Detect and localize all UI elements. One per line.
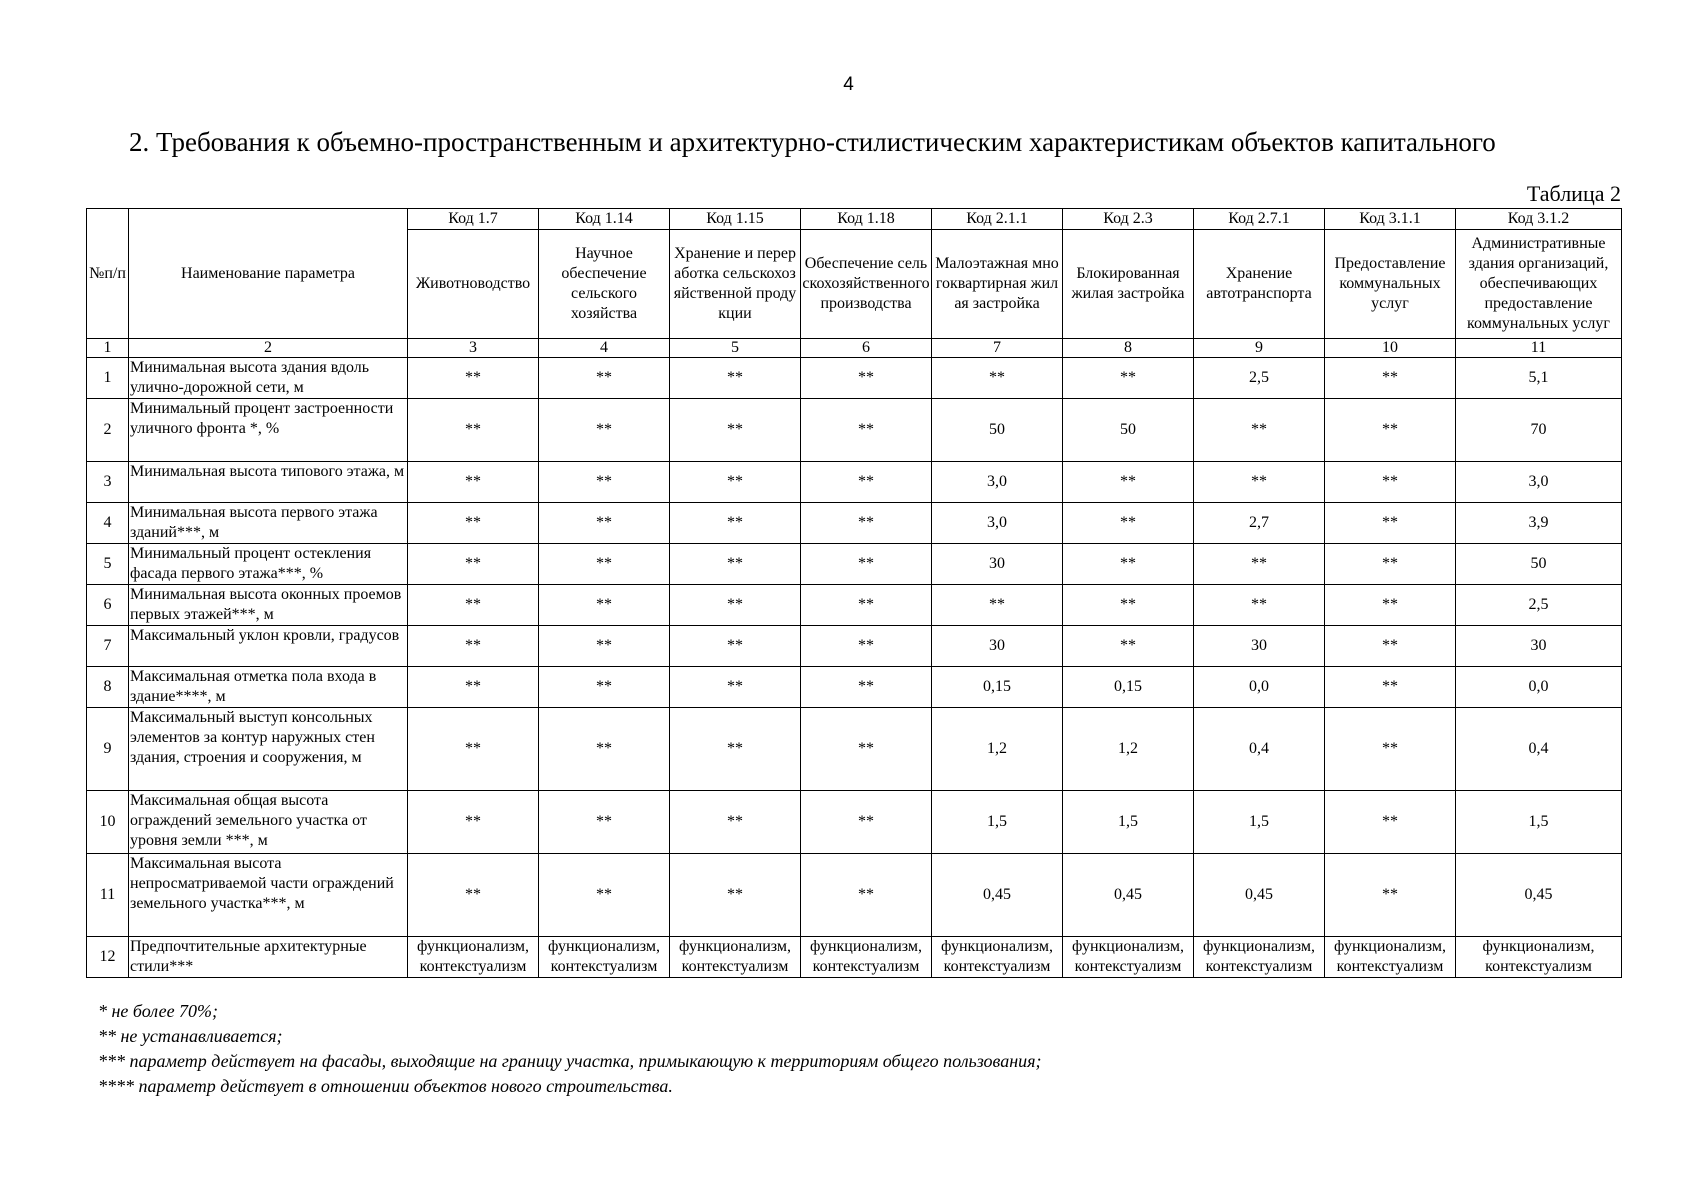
header-column-title: Обеспечение сельскохозяйственного производства (801, 230, 932, 339)
value-cell: ** (1194, 585, 1325, 626)
value-cell: ** (801, 667, 932, 708)
page-number: 4 (843, 74, 854, 95)
value-cell: ** (539, 667, 670, 708)
column-number: 2 (129, 339, 408, 358)
value-cell: ** (670, 399, 801, 462)
value-cell: ** (932, 585, 1063, 626)
value-cell: ** (670, 358, 801, 399)
value-cell: ** (670, 544, 801, 585)
value-cell: ** (801, 358, 932, 399)
value-cell: ** (1194, 462, 1325, 503)
parameter-name: Максимальная отметка пола входа в здание****, м (129, 667, 408, 708)
value-cell: ** (670, 462, 801, 503)
value-cell: ** (539, 358, 670, 399)
value-cell: 30 (1456, 626, 1622, 667)
value-cell: ** (408, 503, 539, 544)
value-cell: ** (1325, 667, 1456, 708)
value-cell: ** (1325, 462, 1456, 503)
value-cell: 30 (932, 544, 1063, 585)
header-column-title: Хранение автотранспорта (1194, 230, 1325, 339)
value-cell: 0,45 (1456, 854, 1622, 937)
header-column-title: Хранение и переработка сельскохозяйственной продукции (670, 230, 801, 339)
value-cell: 0,4 (1456, 708, 1622, 791)
column-number: 5 (670, 339, 801, 358)
value-cell: ** (801, 462, 932, 503)
column-number: 11 (1456, 339, 1622, 358)
column-number: 6 (801, 339, 932, 358)
table-row (87, 667, 1622, 708)
footnote: * не более 70%; (98, 1001, 219, 1021)
row-number: 6 (87, 585, 129, 626)
table-row (87, 462, 1622, 503)
value-cell: ** (1325, 358, 1456, 399)
header-column-title: Административные здания организаций, обеспечивающих предоставление коммунальных услуг (1456, 230, 1622, 339)
value-cell: функционализм, контекстуализм (801, 937, 932, 978)
table-row (87, 937, 1622, 978)
table-row (87, 503, 1622, 544)
header-column-title: Блокированная жилая застройка (1063, 230, 1194, 339)
value-cell: ** (670, 585, 801, 626)
row-number: 12 (87, 937, 129, 978)
value-cell: ** (801, 544, 932, 585)
value-cell: ** (539, 626, 670, 667)
value-cell: ** (1325, 791, 1456, 854)
value-cell: 0,15 (932, 667, 1063, 708)
value-cell: ** (539, 585, 670, 626)
parameter-name: Предпочтительные архитектурные стили*** (129, 937, 408, 978)
row-number: 11 (87, 854, 129, 937)
header-column-title: Научное обеспечение сельского хозяйства (539, 230, 670, 339)
value-cell: 5,1 (1456, 358, 1622, 399)
parameters-table (86, 208, 1622, 978)
value-cell: функционализм, контекстуализм (670, 937, 801, 978)
value-cell: ** (670, 791, 801, 854)
footnote: ** не устанавливается; (98, 1026, 283, 1046)
column-number: 1 (87, 339, 129, 358)
value-cell: ** (801, 399, 932, 462)
value-cell: 1,5 (1063, 791, 1194, 854)
value-cell: 1,2 (932, 708, 1063, 791)
value-cell: ** (932, 358, 1063, 399)
value-cell: 1,5 (1456, 791, 1622, 854)
value-cell: функционализм, контекстуализм (1456, 937, 1622, 978)
table-row (87, 544, 1622, 585)
value-cell: ** (408, 626, 539, 667)
table-row (87, 358, 1622, 399)
value-cell: ** (1325, 708, 1456, 791)
table-row (87, 854, 1622, 937)
header-column-title: Предоставление коммунальных услуг (1325, 230, 1456, 339)
value-cell: 3,0 (1456, 462, 1622, 503)
value-cell: ** (670, 708, 801, 791)
value-cell: ** (1063, 462, 1194, 503)
value-cell: ** (539, 854, 670, 937)
parameter-name: Минимальный процент остекления фасада первого этажа***, % (129, 544, 408, 585)
value-cell: функционализм, контекстуализм (408, 937, 539, 978)
parameter-name: Минимальная высота первого этажа зданий***, м (129, 503, 408, 544)
header-codes-row (87, 209, 1622, 230)
value-cell: 50 (1063, 399, 1194, 462)
value-cell: ** (408, 585, 539, 626)
value-cell: 1,5 (1194, 791, 1325, 854)
row-number: 3 (87, 462, 129, 503)
column-number: 3 (408, 339, 539, 358)
column-number: 9 (1194, 339, 1325, 358)
value-cell: ** (408, 399, 539, 462)
parameter-name: Минимальный процент застроенности уличного фронта *, % (129, 399, 408, 462)
table-row (87, 399, 1622, 462)
value-cell: ** (1325, 585, 1456, 626)
parameter-name: Минимальная высота оконных проемов первых этажей***, м (129, 585, 408, 626)
value-cell: ** (1325, 399, 1456, 462)
value-cell: 0,15 (1063, 667, 1194, 708)
parameter-name: Минимальная высота типового этажа, м (129, 462, 408, 503)
header-code: Код 2.3 (1063, 209, 1194, 230)
value-cell: ** (670, 854, 801, 937)
value-cell: ** (1063, 626, 1194, 667)
table-body (87, 358, 1622, 978)
value-cell: ** (539, 503, 670, 544)
footnote: **** параметр действует в отношении объектов нового строительства. (98, 1076, 673, 1096)
value-cell: 2,5 (1194, 358, 1325, 399)
value-cell: 0,45 (932, 854, 1063, 937)
value-cell: функционализм, контекстуализм (1063, 937, 1194, 978)
table-row (87, 585, 1622, 626)
row-number: 2 (87, 399, 129, 462)
value-cell: ** (408, 791, 539, 854)
header-column-title: Малоэтажная многоквартирная жилая застройка (932, 230, 1063, 339)
value-cell: ** (408, 854, 539, 937)
value-cell: ** (539, 708, 670, 791)
row-number: 10 (87, 791, 129, 854)
parameter-name: Максимальная высота непросматриваемой части ограждений земельного участка***, м (129, 854, 408, 937)
row-number: 9 (87, 708, 129, 791)
value-cell: ** (801, 854, 932, 937)
value-cell: 50 (932, 399, 1063, 462)
column-number: 8 (1063, 339, 1194, 358)
value-cell: ** (1063, 503, 1194, 544)
value-cell: 3,0 (932, 503, 1063, 544)
value-cell: 2,7 (1194, 503, 1325, 544)
row-number: 8 (87, 667, 129, 708)
value-cell: 50 (1456, 544, 1622, 585)
value-cell: 30 (932, 626, 1063, 667)
value-cell: ** (801, 791, 932, 854)
value-cell: функционализм, контекстуализм (1194, 937, 1325, 978)
row-number: 1 (87, 358, 129, 399)
value-cell: ** (1063, 585, 1194, 626)
row-number: 4 (87, 503, 129, 544)
column-number: 10 (1325, 339, 1456, 358)
value-cell: ** (408, 544, 539, 585)
table-row (87, 626, 1622, 667)
value-cell: ** (670, 503, 801, 544)
header-code: Код 1.7 (408, 209, 539, 230)
document-heading: 2. Требования к объемно-пространственным и архитектурно-стилистическим характеристикам объектов капитального (129, 127, 1496, 157)
value-cell: 2,5 (1456, 585, 1622, 626)
table-caption: Таблица 2 (1526, 181, 1621, 206)
table-row (87, 708, 1622, 791)
parameter-name: Максимальная общая высота ограждений земельного участка от уровня земли ***, м (129, 791, 408, 854)
value-cell: 70 (1456, 399, 1622, 462)
value-cell: ** (408, 462, 539, 503)
column-number: 4 (539, 339, 670, 358)
value-cell: ** (408, 358, 539, 399)
value-cell: ** (539, 399, 670, 462)
value-cell: ** (1194, 399, 1325, 462)
value-cell: ** (539, 791, 670, 854)
header-code: Код 3.1.2 (1456, 209, 1622, 230)
value-cell: 1,5 (932, 791, 1063, 854)
header-code: Код 3.1.1 (1325, 209, 1456, 230)
value-cell: функционализм, контекстуализм (1325, 937, 1456, 978)
value-cell: ** (1325, 503, 1456, 544)
value-cell: 3,9 (1456, 503, 1622, 544)
value-cell: ** (801, 503, 932, 544)
value-cell: 0,0 (1194, 667, 1325, 708)
value-cell: ** (1325, 544, 1456, 585)
value-cell: 0,0 (1456, 667, 1622, 708)
row-number: 5 (87, 544, 129, 585)
value-cell: ** (539, 462, 670, 503)
table-row (87, 791, 1622, 854)
column-number: 7 (932, 339, 1063, 358)
value-cell: ** (670, 626, 801, 667)
value-cell: ** (539, 544, 670, 585)
value-cell: 0,45 (1063, 854, 1194, 937)
value-cell: ** (1063, 544, 1194, 585)
footnote: *** параметр действует на фасады, выходящие на границу участка, примыкающую к территориям общего пользования; (98, 1051, 1042, 1071)
value-cell: 0,4 (1194, 708, 1325, 791)
parameter-name: Максимальный выступ консольных элементов за контур наружных стен здания, строения и сооружения, м (129, 708, 408, 791)
value-cell: ** (408, 708, 539, 791)
header-number: №п/п (87, 209, 129, 339)
value-cell: ** (408, 667, 539, 708)
value-cell: 3,0 (932, 462, 1063, 503)
header-code: Код 1.15 (670, 209, 801, 230)
value-cell: ** (1325, 626, 1456, 667)
value-cell: функционализм, контекстуализм (932, 937, 1063, 978)
value-cell: 0,45 (1194, 854, 1325, 937)
value-cell: ** (1063, 358, 1194, 399)
parameter-name: Минимальная высота здания вдоль улично-дорожной сети, м (129, 358, 408, 399)
value-cell: ** (801, 626, 932, 667)
header-code: Код 2.7.1 (1194, 209, 1325, 230)
row-number: 7 (87, 626, 129, 667)
value-cell: 1,2 (1063, 708, 1194, 791)
parameter-name: Максимальный уклон кровли, градусов (129, 626, 408, 667)
header-column-title: Животноводство (408, 230, 539, 339)
column-numbers-row (87, 339, 1622, 358)
footnotes (98, 999, 1042, 1099)
value-cell: ** (1194, 544, 1325, 585)
header-code: Код 1.14 (539, 209, 670, 230)
header-parameter-name: Наименование параметра (129, 209, 408, 339)
header-code: Код 1.18 (801, 209, 932, 230)
value-cell: 30 (1194, 626, 1325, 667)
header-code: Код 2.1.1 (932, 209, 1063, 230)
value-cell: ** (1325, 854, 1456, 937)
value-cell: ** (670, 667, 801, 708)
value-cell: ** (801, 708, 932, 791)
value-cell: функционализм, контекстуализм (539, 937, 670, 978)
value-cell: ** (801, 585, 932, 626)
